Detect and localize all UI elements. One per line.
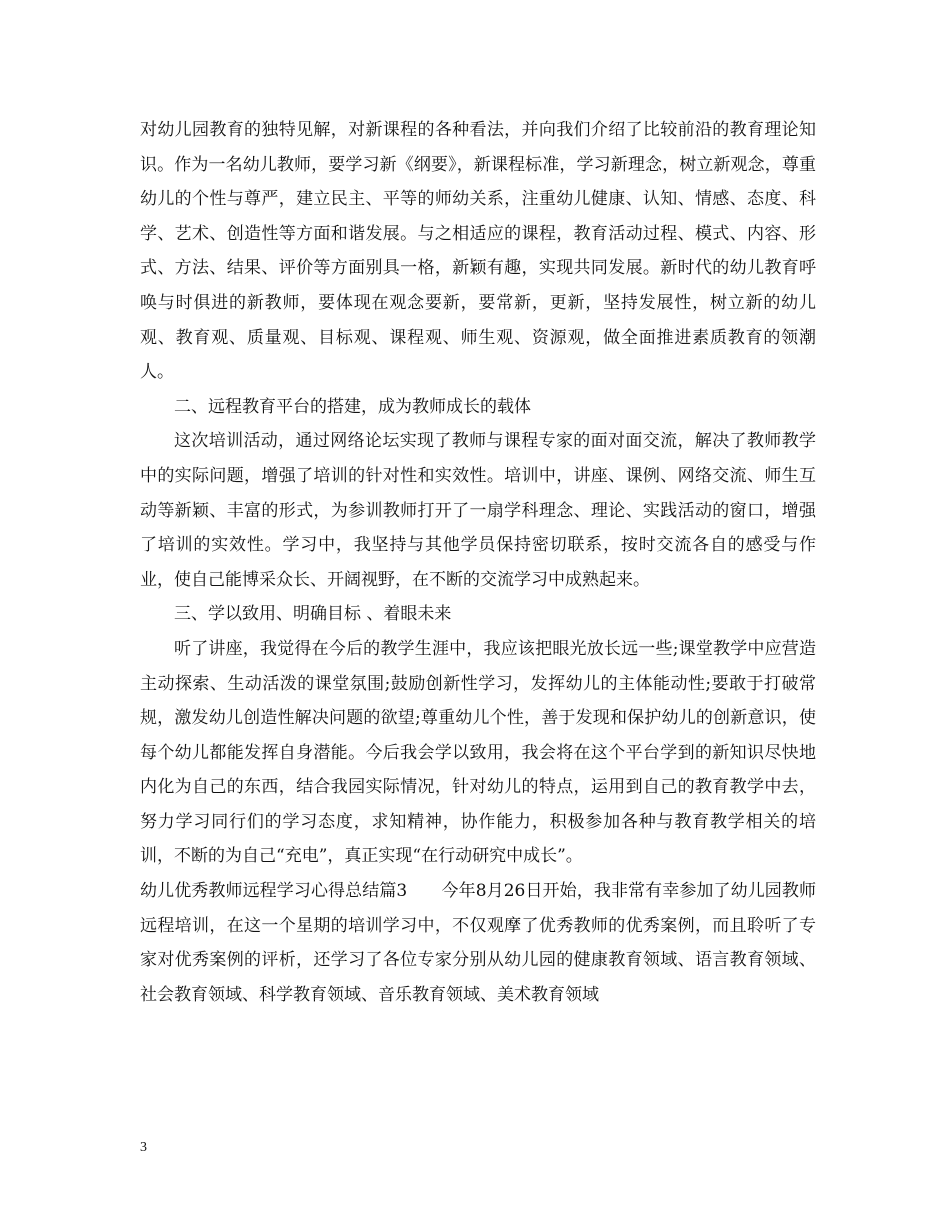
section-heading-2: 二、远程教育平台的搭建，成为教师成长的载体: [174, 396, 531, 417]
paragraph-4: 幼儿优秀教师远程学习心得总结篇3 今年8月26日开始，我非常有幸参加了幼儿园教师远程培训，在这一个星期的培训学习中，不仅观摩了优秀教师的优秀案例，而且聆听了专家对优秀案例的评析，还学习了各位专家分别从幼儿园的健康教育领域、语言教育领域、社会教育领域、科学教育领域、音乐教育领域、美术教育领域: [140, 881, 816, 1005]
document-body: [140, 113, 816, 1012]
paragraph-3: 听了讲座，我觉得在今后的教学生涯中，我应该把眼光放长远一些;课堂教学中应营造主动探索、生动活泼的课堂氛围;鼓励创新性学习，发挥幼儿的主体能动性;要敢于打破常规，激发幼儿创造性解决问题的欲望;尊重幼儿个性，善于发现和保护幼儿的创新意识，使每个幼儿都能发挥自身潜能。今后我会学以致用，我会将在这个平台学到的新知识尽快地内化为自己的东西，结合我园实际情况，针对幼儿的特点，运用到自己的教育教学中去，努力学习同行们的学习态度，求知精神，协作能力，积极参加各种与教育教学相关的培训，不断的为自己“充电”，真正实现“在行动研究中成长”。: [140, 638, 816, 867]
section-heading-3: 三、学以致用、明确目标 、着眼未来: [174, 604, 452, 625]
paragraph-1: 对幼儿园教育的独特见解，对新课程的各种看法，并向我们介绍了比较前沿的教育理论知识。作为一名幼儿教师，要学习新《纲要》，新课程标准，学习新理念，树立新观念，尊重幼儿的个性与尊严，建立民主、平等的师幼关系，注重幼儿健康、认知、情感、态度、科学、艺术、创造性等方面和谐发展。与之相适应的课程，教育活动过程、模式、内容、形式、方法、结果、评价等方面别具一格，新颖有趣，实现共同发展。新时代的幼儿教育呼唤与时俱进的新教师，要体现在观念要新，要常新，更新，坚持发展性，树立新的幼儿观、教育观、质量观、目标观、课程观、师生观、资源观，做全面推进素质教育的领潮人。: [140, 120, 816, 383]
page-number: 3: [140, 1140, 147, 1155]
paragraph-2: 这次培训活动，通过网络论坛实现了教师与课程专家的面对面交流，解决了教师教学中的实际问题，增强了培训的针对性和实效性。培训中，讲座、课例、网络交流、师生互动等新颖、丰富的形式，为参训教师打开了一扇学科理念、理论、实践活动的窗口，增强了培训的实效性。学习中，我坚持与其他学员保持密切联系，按时交流各自的感受与作业，使自己能博采众长、开阔视野，在不断的交流学习中成熟起来。: [140, 431, 816, 590]
